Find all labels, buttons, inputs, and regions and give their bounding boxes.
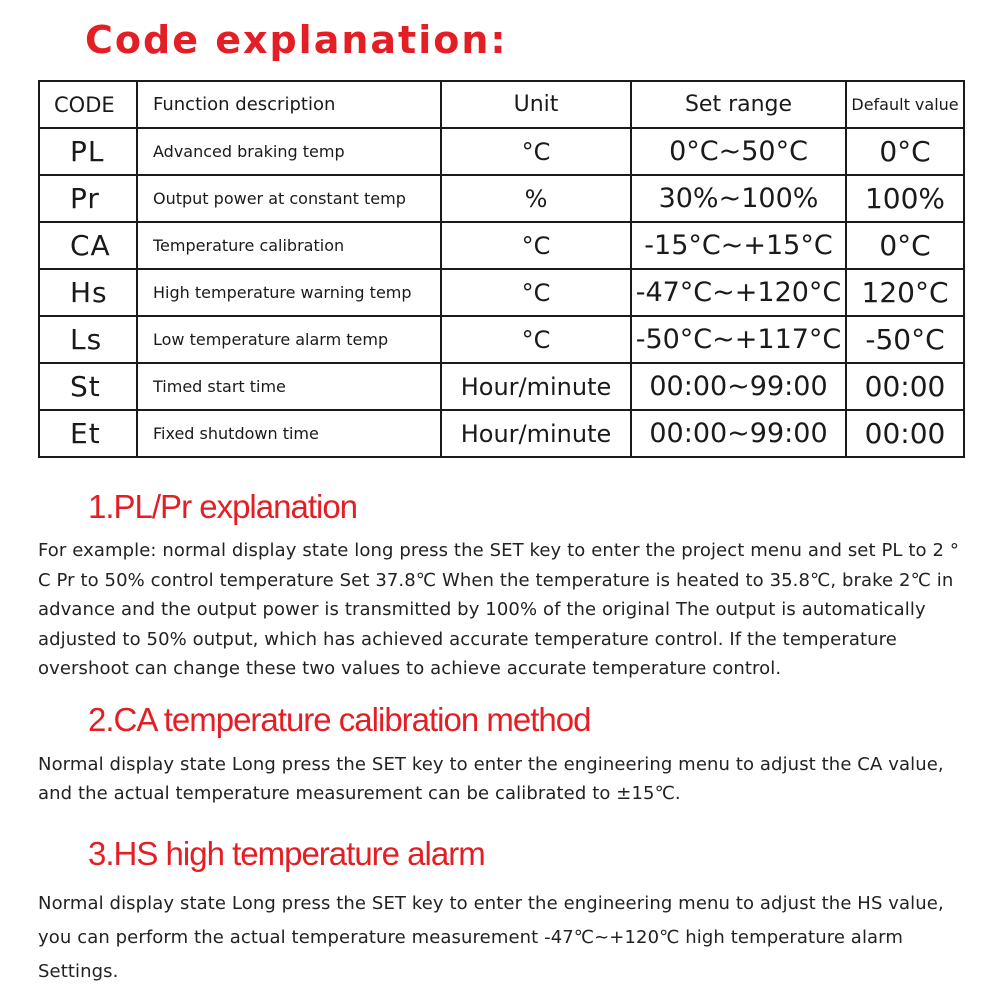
cell-unit: Hour/minute <box>441 410 631 457</box>
table-header-row <box>39 81 964 128</box>
cell-unit: °C <box>441 222 631 269</box>
cell-description: High temperature warning temp <box>137 269 441 316</box>
section-body-pl-pr: For example: normal display state long press the SET key to enter the project menu and set PL to 2 ° C Pr to 50% control temperature Set 37.8℃ When the temperature is heated to 35.8℃, brake 2℃ in advance and the output power is transmitted by 100% of the original The output is automatically adjusted to 50% output, which has achieved accurate temperature control. If the temperature overshoot can change these two values to achieve accurate temperature control. <box>38 540 959 679</box>
cell-code: St <box>39 363 137 410</box>
cell-set-range: 00:00~99:00 <box>631 410 846 457</box>
cell-unit: % <box>441 175 631 222</box>
cell-set-range: -47°C~+120°C <box>631 269 846 316</box>
cell-unit: °C <box>441 269 631 316</box>
cell-unit: °C <box>441 128 631 175</box>
table-row <box>39 316 964 363</box>
cell-set-range: 0°C~50°C <box>631 128 846 175</box>
cell-description: Temperature calibration <box>137 222 441 269</box>
table-row <box>39 410 964 457</box>
cell-default-value: 0°C <box>846 222 964 269</box>
cell-description: Timed start time <box>137 363 441 410</box>
header-code: CODE <box>39 81 137 128</box>
cell-code: Hs <box>39 269 137 316</box>
cell-description: Low temperature alarm temp <box>137 316 441 363</box>
section-body-ca-calibration: Normal display state Long press the SET key to enter the engineering menu to adjust the CA value, and the actual temperature measurement can be calibrated to ±15℃. <box>38 754 944 804</box>
header-description: Function description <box>137 81 441 128</box>
section-heading-pl-pr: 1.PL/Pr explanation <box>88 488 358 525</box>
header-unit: Unit <box>441 81 631 128</box>
cell-code: Ls <box>39 316 137 363</box>
table-row <box>39 269 964 316</box>
cell-code: CA <box>39 222 137 269</box>
cell-description: Output power at constant temp <box>137 175 441 222</box>
cell-default-value: 120°C <box>846 269 964 316</box>
header-set-range: Set range <box>631 81 846 128</box>
header-default-value: Default value <box>846 81 964 128</box>
cell-set-range: -15°C~+15°C <box>631 222 846 269</box>
cell-default-value: 0°C <box>846 128 964 175</box>
cell-unit: Hour/minute <box>441 363 631 410</box>
cell-set-range: 00:00~99:00 <box>631 363 846 410</box>
cell-unit: °C <box>441 316 631 363</box>
table-row <box>39 175 964 222</box>
page-title: Code explanation: <box>85 18 508 62</box>
section-heading-ca-calibration: 2.CA temperature calibration method <box>88 701 591 738</box>
cell-default-value: 00:00 <box>846 363 964 410</box>
cell-default-value: 00:00 <box>846 410 964 457</box>
cell-default-value: 100% <box>846 175 964 222</box>
cell-description: Fixed shutdown time <box>137 410 441 457</box>
section-body-hs-alarm: Normal display state Long press the SET key to enter the engineering menu to adjust the HS value, you can perform the actual temperature measurement -47℃~+120℃ high temperature alarm Settings. <box>38 893 944 982</box>
table-row <box>39 363 964 410</box>
cell-set-range: -50°C~+117°C <box>631 316 846 363</box>
table-row <box>39 222 964 269</box>
code-table <box>38 80 965 458</box>
table-row <box>39 128 964 175</box>
cell-description: Advanced braking temp <box>137 128 441 175</box>
cell-code: Pr <box>39 175 137 222</box>
cell-code: Et <box>39 410 137 457</box>
cell-default-value: -50°C <box>846 316 964 363</box>
cell-set-range: 30%~100% <box>631 175 846 222</box>
section-heading-hs-alarm: 3.HS high temperature alarm <box>88 835 485 872</box>
cell-code: PL <box>39 128 137 175</box>
